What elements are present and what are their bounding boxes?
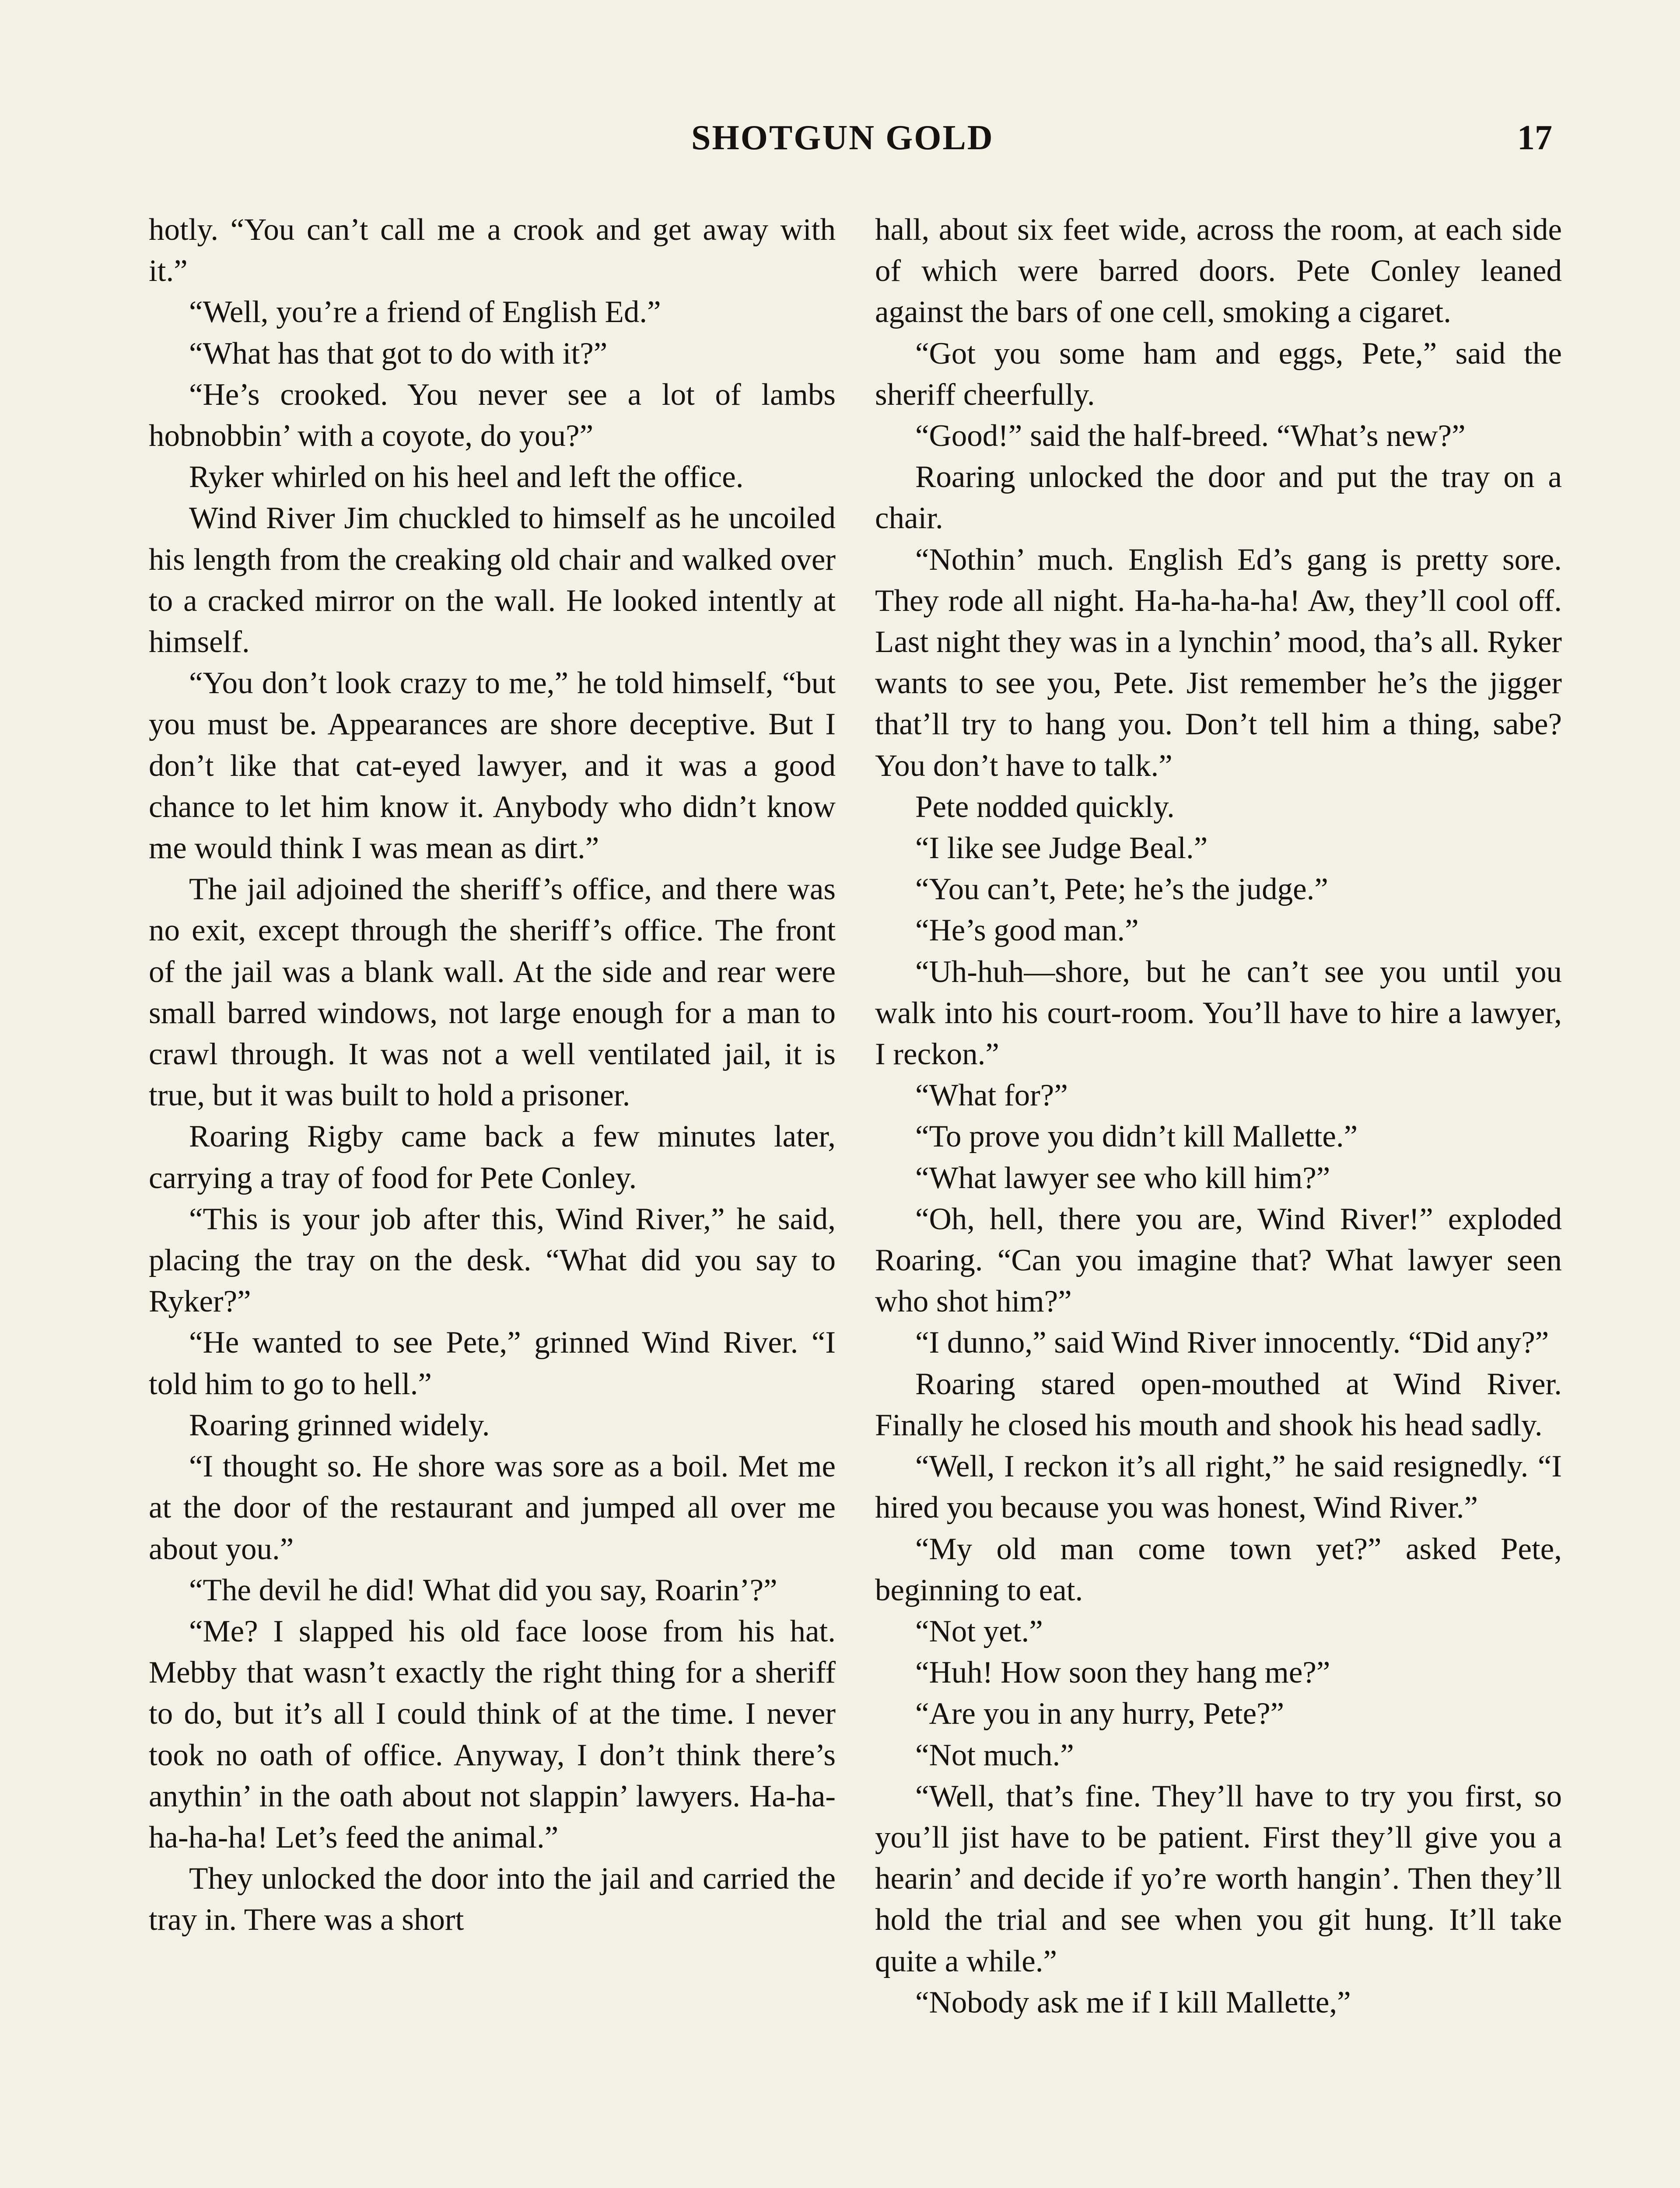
paragraph: “To prove you didn’t kill Mallette.”	[915, 1119, 1358, 1154]
paragraph: “You don’t look crazy to me,” he told himself, “but you must be. Appearances are shore deceptive. But I don’t like that cat-eyed lawyer, and it was a good chance to let him know it. Anybody who didn’t know me would think I was mean as dirt.”	[149, 666, 836, 866]
paragraph: “What for?”	[915, 1078, 1068, 1113]
paragraph: Roaring Rigby came back a few minutes later, carrying a tray of food for Pete Conley.	[149, 1119, 836, 1195]
paragraph: “Not yet.”	[915, 1614, 1043, 1648]
paragraph: “Huh! How soon they hang me?”	[915, 1655, 1330, 1690]
paragraph: “This is your job after this, Wind River,” he said, placing the tray on the desk. “What did you say to Ryker?”	[149, 1202, 836, 1319]
paragraph: “The devil he did! What did you say, Roarin’?”	[189, 1573, 777, 1607]
paragraph: Pete nodded quickly.	[915, 789, 1175, 824]
left-column	[149, 209, 836, 1941]
paragraph: The jail adjoined the sheriff’s office, and there was no exit, except through the sheriff’s office. The front of the jail was a blank wall. At the side and rear were small barred windows, not large enough for a man to crawl through. It was not a well ventilated jail, it is true, but it was built to hold a prisoner.	[149, 872, 836, 1113]
page-number: 17	[1517, 119, 1552, 157]
paragraph: “I thought so. He shore was sore as a boil. Met me at the door of the restaurant and jumped all over me about you.”	[149, 1449, 836, 1566]
paragraph: “Oh, hell, there you are, Wind River!” exploded Roaring. “Can you imagine that? What lawyer seen who shot him?”	[875, 1202, 1562, 1319]
running-title: SHOTGUN GOLD	[691, 119, 994, 157]
right-column	[875, 209, 1562, 2023]
paragraph: “Got you some ham and eggs, Pete,” said the sheriff cheerfully.	[875, 336, 1562, 412]
paragraph: hall, about six feet wide, across the room, at each side of which were barred doors. Pete Conley leaned against the bars of one cell, smoking a cigaret.	[875, 213, 1562, 330]
paragraph: “What has that got to do with it?”	[189, 336, 608, 371]
paragraph: “Me? I slapped his old face loose from his hat. Mebby that wasn’t exactly the right thing for a sheriff to do, but it’s all I could think of at the time. I never took no oath of office. Anyway, I don’t think there’s anythin’ in the oath about not slappin’ lawyers. Ha-ha-ha-ha-ha! Let’s feed the animal.”	[149, 1614, 836, 1855]
paragraph: “My old man come town yet?” asked Pete, beginning to eat.	[875, 1532, 1562, 1607]
paragraph: “Well, that’s fine. They’ll have to try you first, so you’ll jist have to be patient. First they’ll give you a hearin’ and decide if yo’re worth hangin’. Then they’ll hold the trial and see when you git hung. It’ll take quite a while.”	[875, 1779, 1562, 1978]
paragraph: “He’s good man.”	[915, 913, 1139, 948]
paragraph: They unlocked the door into the jail and carried the tray in. There was a short	[149, 1862, 836, 1937]
paragraph: “Nothin’ much. English Ed’s gang is pretty sore. They rode all night. Ha-ha-ha-ha! Aw, they’ll cool off. Last night they was in a lynchin’ mood, tha’s all. Ryker wants to see you, Pete. Jist remember he’s the jigger that’ll try to hang you. Don’t tell him a thing, sabe? You don’t have to talk.”	[875, 542, 1562, 783]
paragraph: hotly. “You can’t call me a crook and get away with it.”	[149, 213, 836, 288]
paragraph: Roaring stared open-mouthed at Wind River. Finally he closed his mouth and shook his head sadly.	[875, 1367, 1562, 1442]
paragraph: Wind River Jim chuckled to himself as he uncoiled his length from the creaking old chair and walked over to a cracked mirror on the wall. He looked intently at himself.	[149, 501, 836, 659]
paragraph: “Well, I reckon it’s all right,” he said resignedly. “I hired you because you was honest, Wind River.”	[875, 1449, 1562, 1525]
paragraph: “Are you in any hurry, Pete?”	[915, 1697, 1284, 1731]
paragraph: “I like see Judge Beal.”	[915, 831, 1208, 866]
paragraph: “What lawyer see who kill him?”	[915, 1161, 1330, 1195]
running-head	[0, 118, 1680, 166]
paragraph: “He wanted to see Pete,” grinned Wind River. “I told him to go to hell.”	[149, 1325, 836, 1401]
paragraph: “You can’t, Pete; he’s the judge.”	[915, 872, 1328, 907]
paragraph: “Not much.”	[915, 1738, 1074, 1772]
paragraph: “Good!” said the half-breed. “What’s new?”	[915, 419, 1466, 453]
paragraph: Ryker whirled on his heel and left the office.	[189, 460, 744, 494]
paragraph: Roaring grinned widely.	[189, 1408, 490, 1442]
paragraph: Roaring unlocked the door and put the tray on a chair.	[875, 460, 1562, 536]
paragraph: “He’s crooked. You never see a lot of lambs hobnobbin’ with a coyote, do you?”	[149, 377, 836, 453]
paragraph: “Nobody ask me if I kill Mallette,”	[915, 1985, 1351, 2020]
paragraph: “Well, you’re a friend of English Ed.”	[189, 295, 661, 330]
paragraph: “Uh-huh—shore, but he can’t see you until you walk into his court-room. You’ll have to hire a lawyer, I reckon.”	[875, 954, 1562, 1072]
paragraph: “I dunno,” said Wind River innocently. “Did any?”	[915, 1325, 1549, 1360]
